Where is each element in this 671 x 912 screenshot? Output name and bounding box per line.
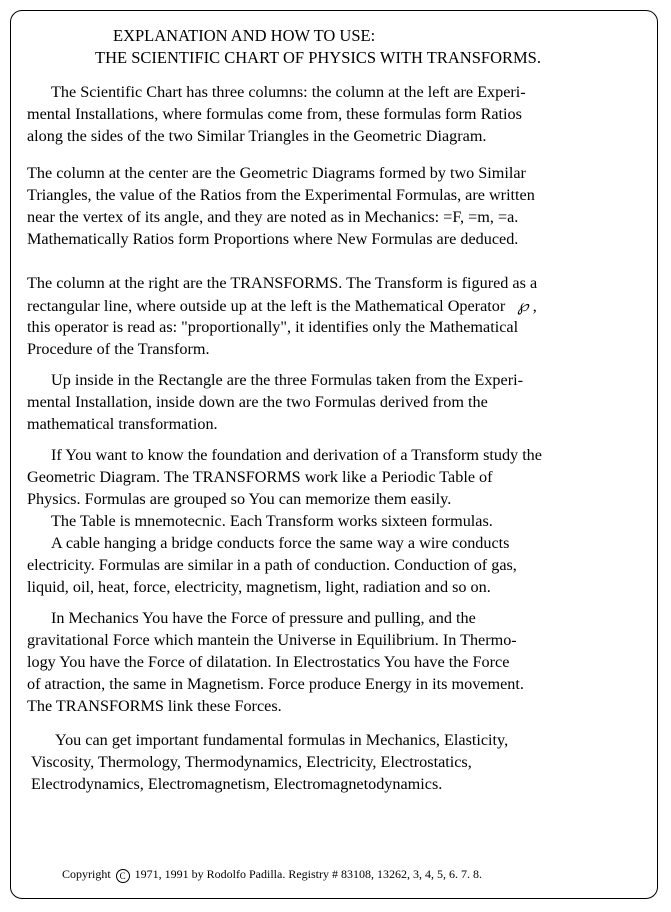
p5-line-5: A cable hanging a bridge conducts force the same way a wire conducts: [51, 534, 510, 552]
p3-line-2-text: rectangular line, where outside up at the left is the Mathematical Operator: [27, 297, 506, 315]
p4-line-2: mental Installation, inside down are the two Formulas derived from the: [27, 393, 488, 411]
p7-line-2: Viscosity, Thermology, Thermodynamics, Electricity, Electrostatics,: [31, 753, 472, 771]
p4-line-3: mathematical transformation.: [27, 415, 218, 433]
p2-line-1: The column at the center are the Geometric Diagrams formed by two Similar: [27, 164, 526, 182]
p3-line-2-comma: ,: [532, 297, 537, 315]
p6-line-2: gravitational Force which mantein the Universe in Equilibrium. In Thermo-: [27, 631, 517, 649]
copyright-line: [62, 867, 482, 883]
p1-line-3: along the sides of the two Similar Triangles in the Geometric Diagram.: [27, 127, 487, 145]
p4-line-1: Up inside in the Rectangle are the three Formulas taken from the Experi-: [51, 371, 523, 389]
p3-line-1: The column at the right are the TRANSFORMS. The Transform is figured as a: [27, 274, 538, 292]
p3-line-2: [27, 295, 537, 318]
title-line-2: THE SCIENTIFIC CHART OF PHYSICS WITH TRANSFORMS.: [95, 48, 541, 67]
p6-line-5: The TRANSFORMS link these Forces.: [27, 697, 282, 715]
copyright-prefix: Copyright: [62, 867, 111, 881]
p6-line-1: In Mechanics You have the Force of pressure and pulling, and the: [51, 609, 476, 627]
p5-line-3: Physics. Formulas are grouped so You can memorize them easily.: [27, 490, 452, 508]
copyright-icon: C: [116, 869, 130, 883]
p2-line-3: near the vertex of its angle, and they are noted as in Mechanics: =F, =m, =a.: [27, 208, 519, 226]
p2-line-2: Triangles, the value of the Ratios from the Experimental Formulas, are written: [27, 186, 535, 204]
copyright-text: 1971, 1991 by Rodolfo Padilla. Registry # 83108, 13262, 3, 4, 5, 6. 7. 8.: [134, 867, 482, 881]
p6-line-3: logy You have the Force of dilatation. In Electrostatics You have the Force: [27, 653, 510, 671]
proportionality-operator-icon: ℘: [517, 296, 529, 315]
p5-line-2: Geometric Diagram. The TRANSFORMS work like a Periodic Table of: [27, 468, 493, 486]
p5-line-1: If You want to know the foundation and derivation of a Transform study the: [51, 446, 542, 464]
p1-line-1: The Scientific Chart has three columns: the column at the left are Experi-: [51, 83, 526, 101]
p7-line-1: You can get important fundamental formulas in Mechanics, Elasticity,: [55, 731, 509, 749]
p5-line-4: The Table is mnemotecnic. Each Transform works sixteen formulas.: [51, 512, 493, 530]
p5-line-7: liquid, oil, heat, force, electricity, magnetism, light, radiation and so on.: [27, 578, 491, 596]
p2-line-4: Mathematically Ratios form Proportions where New Formulas are deduced.: [27, 230, 519, 248]
p6-line-4: of atraction, the same in Magnetism. Force produce Energy in its movement.: [27, 675, 524, 693]
p3-line-3: this operator is read as: "proportionally", it identifies only the Mathematical: [27, 318, 519, 336]
title-line-1: EXPLANATION AND HOW TO USE:: [113, 26, 376, 45]
p7-line-3: Electrodynamics, Electromagnetism, Electromagnetodynamics.: [31, 775, 443, 793]
p1-line-2: mental Installations, where formulas come from, these formulas form Ratios: [27, 105, 522, 123]
p5-line-6: electricity. Formulas are similar in a path of conduction. Conduction of gas,: [27, 556, 517, 574]
p3-line-4: Procedure of the Transform.: [27, 340, 210, 358]
